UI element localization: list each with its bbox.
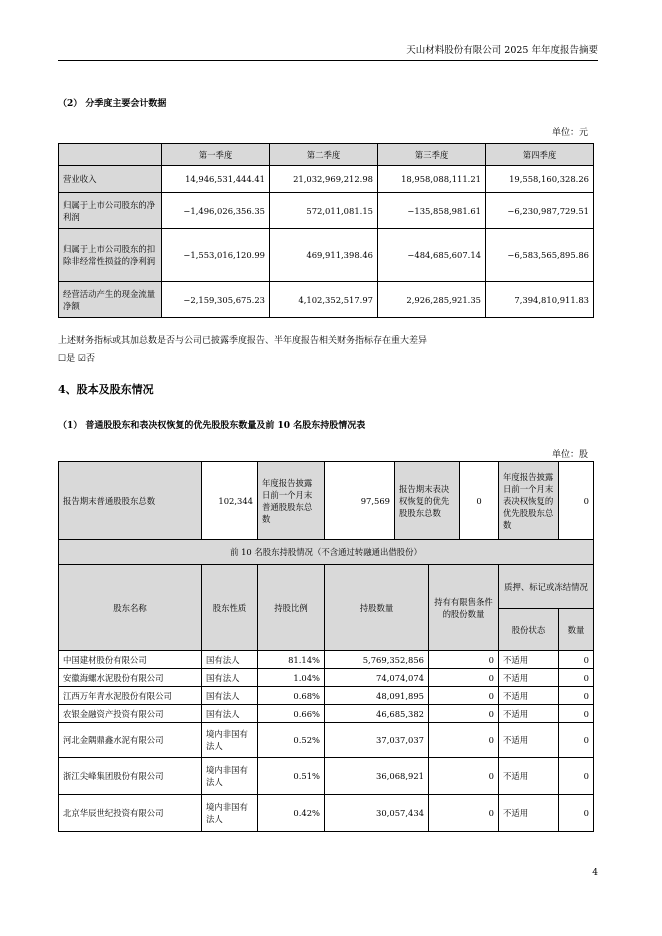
col-pledge: 质押、标记或冻结情况: [499, 565, 594, 609]
cell-value: 21,032,969,212.98: [270, 166, 378, 193]
section4-sub-heading: （1） 普通股股东和表决权恢复的优先股股东数量及前 10 名股东持股情况表: [58, 421, 366, 431]
holder-count: 0: [559, 687, 594, 705]
holder-status: 不适用: [499, 669, 559, 687]
holder-qty: 5,769,352,856: [325, 651, 429, 669]
holder-status: 不适用: [499, 723, 559, 758]
holder-qty: 30,057,434: [325, 795, 429, 832]
holder-nature: 国有法人: [202, 669, 258, 687]
cell-value: 469,911,398.46: [270, 229, 378, 282]
holder-restricted: 0: [429, 705, 499, 723]
summary-label-4: 年度报告披露日前一个月末表决权恢复的优先股股东总数: [499, 462, 559, 540]
quarterly-heading: （2） 分季度主要会计数据: [58, 99, 167, 109]
cell-value: −135,858,981.61: [378, 193, 486, 229]
cell-value: −2,159,305,675.23: [162, 282, 270, 318]
col-holder-nature: 股东性质: [202, 565, 258, 651]
col-share-status: 股份状态: [499, 609, 559, 651]
shareholder-table: [58, 461, 594, 832]
cell-value: −1,553,016,120.99: [162, 229, 270, 282]
top10-title: 前 10 名股东持股情况（不含通过转融通出借股份）: [59, 540, 594, 565]
holder-name: 中国建材股份有限公司: [59, 651, 202, 669]
col-pledge-count: 数量: [559, 609, 594, 651]
page-header: 天山材料股份有限公司 2025 年年度报告摘要: [58, 44, 598, 61]
cell-value: 18,958,088,111.21: [378, 166, 486, 193]
holder-count: 0: [559, 669, 594, 687]
holder-qty: 46,685,382: [325, 705, 429, 723]
row-label: 营业收入: [59, 166, 162, 193]
cell-value: 19,558,160,328.26: [486, 166, 594, 193]
quarterly-corner: [59, 144, 162, 166]
cell-value: 572,011,081.15: [270, 193, 378, 229]
cell-value: 14,946,531,444.41: [162, 166, 270, 193]
holder-status: 不适用: [499, 705, 559, 723]
section4-title: 4、股本及股东情况: [58, 383, 154, 396]
holder-ratio: 81.14%: [258, 651, 325, 669]
holder-restricted: 0: [429, 687, 499, 705]
holder-ratio: 0.51%: [258, 758, 325, 795]
summary-value-2: 97,569: [325, 462, 395, 540]
holder-ratio: 0.42%: [258, 795, 325, 832]
cell-value: −6,583,565,895.86: [486, 229, 594, 282]
cell-value: 4,102,352,517.97: [270, 282, 378, 318]
holder-name: 安徽海螺水泥股份有限公司: [59, 669, 202, 687]
holder-count: 0: [559, 651, 594, 669]
holder-restricted: 0: [429, 723, 499, 758]
summary-label-2: 年度报告披露日前一个月末普通股股东总数: [258, 462, 325, 540]
holder-status: 不适用: [499, 795, 559, 832]
col-q1: 第一季度: [162, 144, 270, 166]
holder-name: 北京华辰世纪投资有限公司: [59, 795, 202, 832]
holder-ratio: 0.66%: [258, 705, 325, 723]
quarterly-choice: ☐是 ☑否: [58, 354, 95, 364]
holder-qty: 36,068,921: [325, 758, 429, 795]
holder-name: 江西万年青水泥股份有限公司: [59, 687, 202, 705]
col-holder-name: 股东名称: [59, 565, 202, 651]
holder-restricted: 0: [429, 651, 499, 669]
cell-value: −484,685,607.14: [378, 229, 486, 282]
col-q3: 第三季度: [378, 144, 486, 166]
col-holding-ratio: 持股比例: [258, 565, 325, 651]
holder-nature: 国有法人: [202, 651, 258, 669]
holder-ratio: 0.52%: [258, 723, 325, 758]
holder-qty: 48,091,895: [325, 687, 429, 705]
holder-name: 河北金隅鼎鑫水泥有限公司: [59, 723, 202, 758]
section4-unit: 单位：股: [551, 450, 588, 460]
summary-value-3: 0: [460, 462, 499, 540]
summary-label-3: 报告期末表决权恢复的优先股股东总数: [395, 462, 460, 540]
holder-status: 不适用: [499, 651, 559, 669]
col-restricted: 持有有限售条件的股份数量: [429, 565, 499, 651]
page-number: 4: [592, 868, 598, 878]
holder-name: 农银金融资产投资有限公司: [59, 705, 202, 723]
holder-qty: 74,074,074: [325, 669, 429, 687]
holder-name: 浙江尖峰集团股份有限公司: [59, 758, 202, 795]
summary-label-1: 报告期末普通股股东总数: [59, 462, 202, 540]
cell-value: −6,230,987,729.51: [486, 193, 594, 229]
quarterly-table: [58, 143, 594, 318]
summary-value-4: 0: [559, 462, 594, 540]
holder-status: 不适用: [499, 687, 559, 705]
holder-count: 0: [559, 758, 594, 795]
row-label: 归属于上市公司股东的净利润: [59, 193, 162, 229]
col-q2: 第二季度: [270, 144, 378, 166]
holder-count: 0: [559, 723, 594, 758]
cell-value: 7,394,810,911.83: [486, 282, 594, 318]
holder-nature: 国有法人: [202, 705, 258, 723]
holder-count: 0: [559, 705, 594, 723]
holder-qty: 37,037,037: [325, 723, 429, 758]
holder-nature: 国有法人: [202, 687, 258, 705]
cell-value: −1,496,026,356.35: [162, 193, 270, 229]
holder-count: 0: [559, 795, 594, 832]
holder-restricted: 0: [429, 669, 499, 687]
holder-ratio: 0.68%: [258, 687, 325, 705]
quarterly-note: 上述财务指标或其加总数是否与公司已披露季度报告、半年度报告相关财务指标存在重大差异: [58, 336, 428, 346]
col-holding-qty: 持股数量: [325, 565, 429, 651]
row-label: 经营活动产生的现金流量净额: [59, 282, 162, 318]
holder-nature: 境内非国有法人: [202, 758, 258, 795]
col-q4: 第四季度: [486, 144, 594, 166]
holder-nature: 境内非国有法人: [202, 723, 258, 758]
quarterly-unit: 单位：元: [551, 128, 588, 138]
holder-restricted: 0: [429, 795, 499, 832]
cell-value: 2,926,285,921.35: [378, 282, 486, 318]
row-label: 归属于上市公司股东的扣除非经常性损益的净利润: [59, 229, 162, 282]
holder-ratio: 1.04%: [258, 669, 325, 687]
holder-status: 不适用: [499, 758, 559, 795]
holder-nature: 境内非国有法人: [202, 795, 258, 832]
holder-restricted: 0: [429, 758, 499, 795]
summary-value-1: 102,344: [202, 462, 258, 540]
